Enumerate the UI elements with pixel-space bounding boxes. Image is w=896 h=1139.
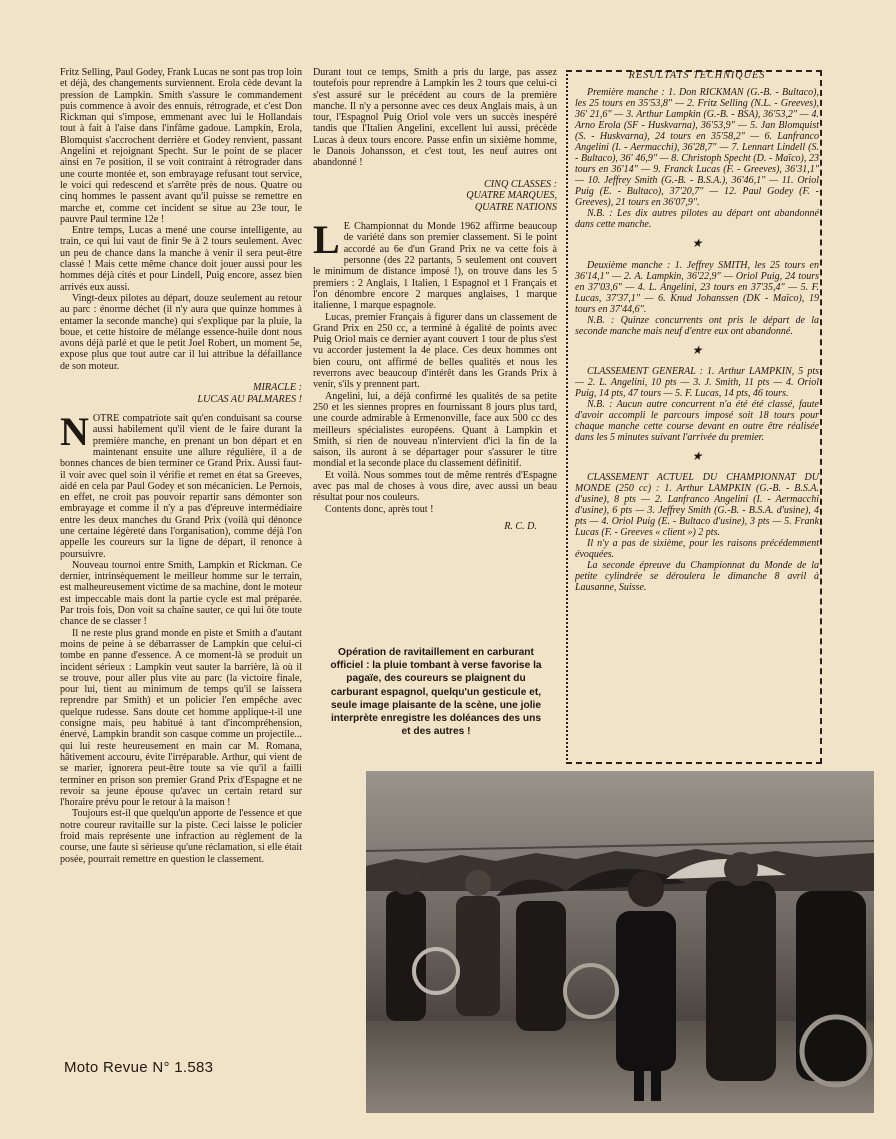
article-column-2	[313, 67, 557, 532]
results-paragraph: Première manche : 1. Don RICKMAN (G.-B. - Bultaco), les 25 tours en 35'53,8" — 2. Fritz Selling (N.L. - Greeves), 36' 21,6" — 3. Arthur Lampkin (G.-B. - BSA), 36'53,2" — 4. Arno Erola (SF - Huskvarna), 36'53,9" — 5. Jan Blomquist (S. - Huskvarna), 24 tours en 35'58,2" — 6. Lanfranco Angelini (I. - Aermacchi), 36'28,7" — 7. Lennart Lindell (S. - Bultaco), 36' 46,9" — 8. Christoph Specht (D. - Maïco), 23 tours en 36'14" — 9. Franck Lucas (F. - Greeves), 36'31,1" — 10. Jeffrey Smith (G.-B. - B.S.A.), 36'46,1" — 11. Oriol Puig (E. - Bultaco), 37'20,7" — 12. Paul Godey (F. - Greeves), 21 tours en 36'07,9".	[575, 87, 819, 209]
article-paragraph: Entre temps, Lucas a mené une course intelligente, au train, ce qui lui vaut de finir 9e à 2 tours seulement. Avec un peu de chance dans la manche à venir il sera peut-être classé ! Mais cette même chance doit jouer aussi pour les hommes déjà cités et pour Lindell, Puig encore, assez bien arrivés eux aussi.	[60, 225, 302, 293]
article-paragraph: Il ne reste plus grand monde en piste et Smith a d'autant moins de peine à se débarrasser de Lampkin que celui-ci tombe en panne d'essence. A ce moment-là se produit un incident sérieux : Lampkin veut sauter la barrière, là où il se trouve, pour aller plus vite au parc (la victoire finale, pour lui, tient au minimum de temps qu'il se laissera reprendre par Smith) et un policier l'en empêche avec quelque rudesse. Sans doute cet homme applique-t-il une consigne mais, peu habitué à tant d'incompréhension, énervé, Lampkin brandit son casque comme un projectile... qui lui reste heureusement en main car M. Romana, hâtivement accouru, évite l'irréparable. Arthur, qui vient de se marier, ignorera peut-être toute sa vie qu'il a failli terminer en prison son premier Grand Prix d'Espagne et ne revoir sa jeune épouse qu'avec un certain retard sur l'horaire prévu pour le retour à la maison !	[60, 627, 302, 809]
heading-line: LUCAS AU PALMARES !	[197, 393, 302, 405]
article-paragraph: Angelini, lui, a déjà confirmé les qualités de sa petite 250 et les siennes propres en fournissant 8 jours plus tard, une courde admirable à Ermenonville, face aux 500 cc des meilleurs spécialistes européens. Quant à Lampkin et Smith, si rien de nouveau n'intervient d'ici la fin de la saison, ils auront à se départager pour s'assurer le titre mondial et la seconde place du classement définitif.	[313, 390, 557, 470]
heading-line: QUATRE NATIONS	[474, 201, 557, 213]
heading-line: MIRACLE :	[253, 382, 302, 394]
results-title: RESULTATS TECHNIQUES	[628, 70, 766, 81]
results-column	[575, 70, 819, 593]
article-paragraph: Durant tout ce temps, Smith a pris du large, pas assez toutefois pour reprendre à Lampkin les 2 tours que celui-ci s'est assuré sur le précédent au cours de la première manche. Il n'y a personne avec ces deux Anglais mais, à un tour, l'Espagnol Puig Oriol vole vers un succès inespéré tandis que l'Italien Angelini, excellent lui aussi, précède Lucas à deux tours encore. Passe enfin un sixième homme, le Danois Johansson, et c'est tout, les neuf autres ont abandonné !	[313, 67, 557, 169]
drop-cap: L	[313, 217, 340, 263]
section-heading-miracle	[60, 382, 302, 405]
results-paragraph: La seconde épreuve du Championnat du Monde de la petite cylindrée se déroulera le dimanche 8 avril à Lausanne, Suisse.	[575, 560, 819, 594]
article-paragraph: OTRE compatriote sait qu'en conduisant sa course aussi habilement qu'il vient de le faire durant la première manche, en prenant un bon départ et en maintenant ensuite une allure régulière, il a de bonnes chances de bien terminer ce Grand Prix. Aussi faut-il voir avec quel soin il vérifie et remet en état sa Greeves, aidé en cela par Paul Godey et son mécanicien. Le Pernois, en effet, ne croit pas pouvoir repartir sans démonter son embrayage et comme il n'y a pas d'épreuve intermédiaire entre les deux manches du Grand Prix (voilà qui dénonce une certaine légèreté dans l'organisation), comme déjà l'on appelle les coureurs sur la ligne de départ, il renonce à poursuivre.	[60, 413, 302, 560]
article-paragraph: Toujours est-il que quelqu'un apporte de l'essence et que notre coureur ravitaille sur la piste. Ceci laisse le policier froid mais représente une infraction au règlement de la course, une faute si sérieuse qu'une réclamation, si elle était posée, pourrait remettre en question le classement.	[60, 808, 302, 865]
star-icon: ★	[691, 236, 703, 251]
article-paragraph: Contents donc, après tout !	[325, 503, 434, 515]
results-note: N.B. : Quinze concurrents ont pris le départ de la seconde manche mais neuf d'entre eux ont abandonné.	[575, 314, 819, 337]
article-column-1	[60, 67, 302, 865]
results-paragraph: CLASSEMENT ACTUEL DU CHAMPIONNAT DU MONDE (250 cc) : 1. Arthur LAMPKIN (G.-B. - B.S.A. d'usine), 8 pts — 2. Lanfranco Angelini (I. - Aermacchi d'usine), 6 pts — 3. Jeffrey Smith (G.-B. - B.S.A. d'usine), 4 pts — 4. Oriol Puig (E. - Bultaco d'usine), 3 pts — 5. Frank Lucas (F. - Greeves « client ») 2 pts.	[575, 472, 819, 539]
photo-illustration	[366, 771, 874, 1113]
article-paragraph: E Championnat du Monde 1962 affirme beaucoup de variété dans son premier classement. Si le point accordé au 6e d'un Grand Prix ne va cette fois à personne (des 22 partants, 5 seulement ont couvert le minimum de distance imposé !), on trouve dans les 5 premiers : 2 Anglais, 1 Italien, 1 Espagnol et 1 Français et l'on dénombre encore 2 marques anglaises, 1 marque italienne, 1 marque espagnole.	[313, 221, 557, 312]
article-paragraph: Fritz Selling, Paul Godey, Frank Lucas ne sont pas trop loin et déjà, des changements surviennent. Erola cède devant la pression de Lampkin. Smith s'assure le commandement puis commence à avoir des ennuis, rétrograde, et c'est Don Rickman qui s'impose, emmenant avec lui le Hollandais tout à fait à l'aise dans l'infâme gadoue. Lampkin, Erola, Blomquist s'accrochent derrière et Godey renvient, passant Angelini et rejoignant Specht. Sur le point de se placer ainsi en 7e position, il se voit contraint à rétrograder dans une courte montée et, son embrayage refusant tout service, le voici qui redescend et s'arrête près de nous. Quatre ou cinq hommes le passent avant qu'il puisse se remettre en marche et, comme cet incident se situe au 23e tour, le pauvre Paul termine 12e !	[60, 67, 302, 225]
author-signature: R. C. D.	[504, 520, 537, 532]
drop-cap: N	[60, 409, 89, 455]
photo-caption: Opération de ravitaillement en carburant officiel : la pluie tombant à verse favorise la pagaïe, des coureurs se plaignent du carburant espagnol, quelqu'un gesticule et, seule image plaisante de la scène, une jolie interprète enregistre les doléances des uns et des autres !	[330, 647, 542, 738]
star-icon: ★	[691, 342, 703, 357]
article-paragraph: Lucas, premier Français à figurer dans un classement de Grand Prix en 250 cc, a terminé à égalité de points avec Puig Oriol mais ce dernier ayant couvert 1 tour de plus s'est vu accorder justement la 4e place. Ces deux hommes ont bien couru, ont affirmé de belles qualités et nous les reverrons avec beaucoup d'intérêt dans les Grands Prix à venir, s'ils y prennent part.	[313, 311, 557, 391]
heading-line: QUATRE MARQUES,	[466, 190, 557, 202]
results-note: Il n'y a pas de sixième, pour les raisons précédemment évoquées.	[575, 538, 819, 561]
results-paragraph: Deuxième manche : 1. Jeffrey SMITH, les 25 tours en 36'14,1" — 2. A. Lampkin, 36'22,9" — Oriol Puig, 24 tours en 37'03,6" — 4. L. Angelini, 23 tours en 37'35,4" — 5. F. Lucas, 37'37,1" — 6. Knud Johanssen (DK - Maïco), 19 tours en 37'44,6".	[575, 259, 819, 315]
article-paragraph: Nouveau tournoi entre Smith, Lampkin et Rickman. Ce dernier, intrinsèquement le meilleur homme sur le terrain, est malheureusement victime de sa machine, dont le moteur est impeccable mais dont la partie cycle est mal préparée. Par trois fois, Don voit sa chaîne sauter, ce qui lui ôte toute chance de se classer !	[60, 559, 302, 628]
article-paragraph: Vingt-deux pilotes au départ, douze seulement au retour au parc : énorme déchet (il n'y aura que quinze hommes à entamer la seconde manche) qui s'explique par la pluie, la boue, et cette histoire de mélange essence-huile dont nous avons déjà parlé et que le petit Joel Robert, un moment 5e, expose plus que tout autre car il lui attribue la défaillance de son moteur.	[60, 292, 302, 372]
section-heading-classes	[313, 179, 557, 214]
article-paragraph: Et voilà. Nous sommes tout de même rentrés d'Espagne avec pas mal de choses à vous dire, avec aussi un beau résultat pour nos couleurs.	[313, 469, 557, 504]
results-note: N.B. : Les dix autres pilotes au départ ont abandonné dans cette manche.	[575, 208, 819, 231]
heading-line: CINQ CLASSES :	[483, 178, 557, 190]
magazine-footer: Moto Revue N° 1.583	[64, 1059, 214, 1076]
race-photo	[366, 771, 874, 1113]
results-note: N.B. : Aucun autre concurrent n'a été été classé, faute d'avoir accompli le parcours imposé soit 18 tours pour chaque manche cette course devant en outre être réalisée dans les 5 minutes suivant l'arrivée du premier.	[575, 398, 819, 443]
star-icon: ★	[691, 448, 703, 463]
results-paragraph: CLASSEMENT GENERAL : 1. Arthur LAMPKIN, 5 pts — 2. L. Angelini, 10 pts — 3. J. Smith, 11 pts — 4. Oriol Puig, 14 pts, 47 tours — 5. F. Lucas, 14 pts, 46 tours.	[575, 365, 819, 399]
